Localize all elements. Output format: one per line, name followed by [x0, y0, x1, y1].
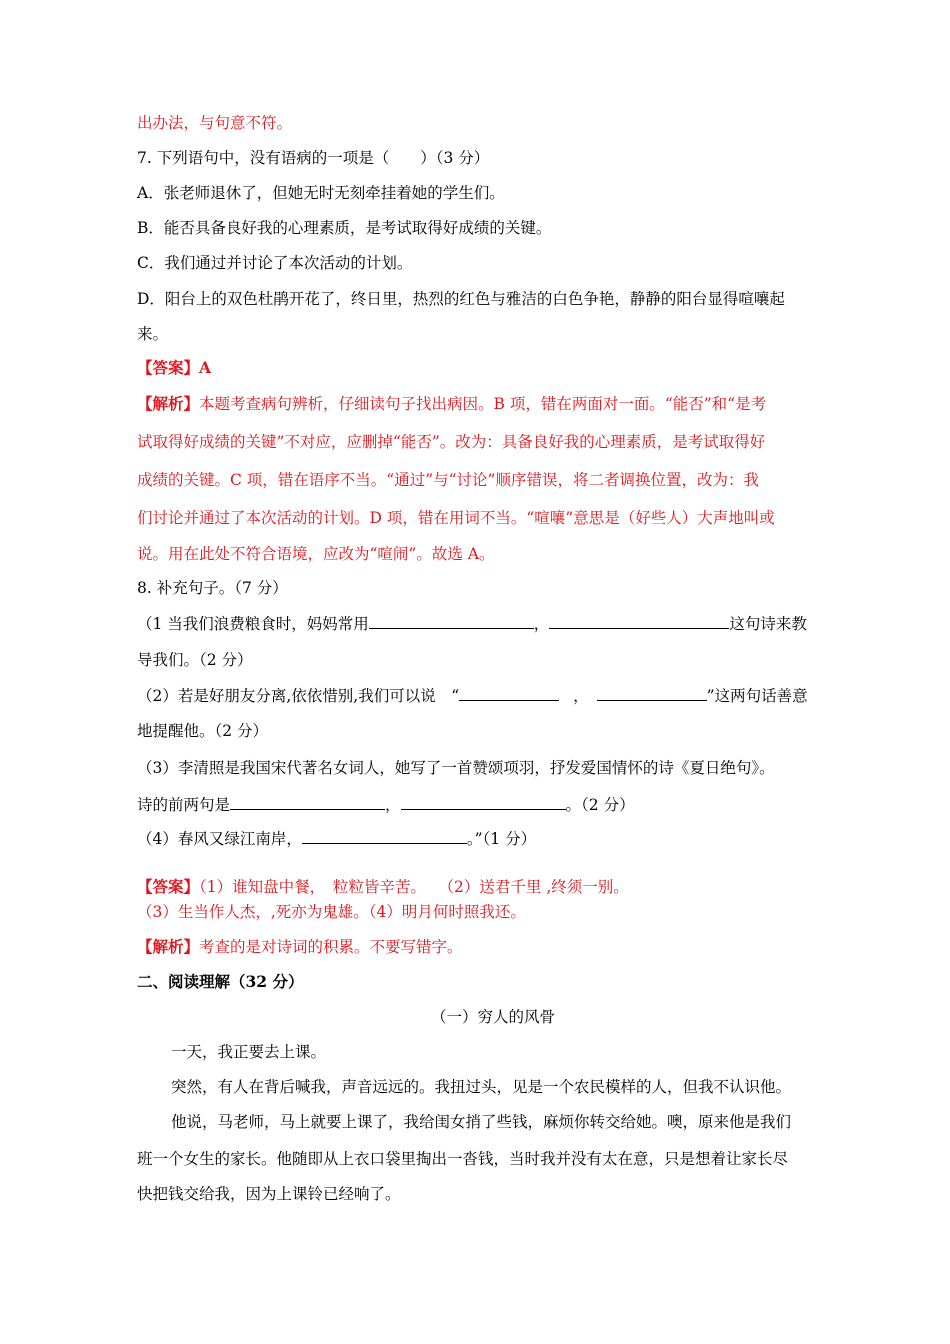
passage-paragraph-2: 突然，有人在背后喊我，声音远远的。我扭过头，见是一个农民模样的人，但我不认识他。: [171, 1078, 792, 1096]
q8-item4-text: （4）春风又绿江南岸，: [137, 830, 302, 848]
separator: ，: [573, 687, 589, 705]
q8-answer-line1: [137, 876, 629, 898]
blank-field[interactable]: [459, 684, 559, 701]
prev-explanation-tail: 出办法，与句意不符。: [137, 114, 293, 132]
q8-item2-line1: [137, 684, 808, 707]
passage-title: （一）穷人的风骨: [431, 1008, 556, 1026]
q8-item1-tail: 这句诗来教: [729, 615, 807, 633]
explanation-label: 【解析】: [137, 937, 200, 956]
blank-field[interactable]: [401, 793, 566, 810]
passage-paragraph-3-line2: 班一个女生的家长。他随即从上衣口袋里掏出一沓钱，当时我并没有太在意，只是想着让家长尽: [137, 1150, 789, 1168]
q8-item3-text: 诗的前两句是: [137, 796, 231, 814]
q8-explanation: [137, 936, 463, 958]
q8-item2-text: （2）若是好朋友分离,依依惜别,我们可以说 “: [137, 687, 460, 705]
answer-value: A: [199, 358, 212, 377]
answer-label: 【答案】: [137, 877, 200, 896]
q7-option-a: A．张老师退休了，但她无时无刻牵挂着她的学生们。: [137, 184, 505, 202]
q8-item1-line2: 导我们。（2 分）: [137, 651, 253, 669]
q8-item3-tail: 。（2 分）: [565, 796, 635, 814]
passage-paragraph-3-line1: 他说，马老师，马上就要上课了，我给闺女捎了些钱，麻烦你转交给她。噢，原来他是我们: [171, 1113, 792, 1131]
passage-paragraph-1: 一天，我正要去上课。: [171, 1043, 327, 1061]
section-heading-reading: 二、阅读理解（32 分）: [137, 972, 304, 991]
q7-option-c: C．我们通过并讨论了本次活动的计划。: [137, 254, 413, 272]
q8-item2-tail: ”这两句话善意: [706, 687, 808, 705]
blank-field[interactable]: [549, 612, 729, 629]
explanation-text: 本题考查病句辨析，仔细读句子找出病因。B 项，错在两面对一面。“能否”和“是考: [199, 395, 767, 413]
q8-item3-line2: [137, 793, 635, 816]
q8-item4-tail: 。”（1 分）: [466, 830, 537, 848]
separator: ，: [533, 615, 550, 633]
q7-answer: [137, 357, 211, 379]
q8-stem: 8. 补充句子。（7 分）: [137, 579, 288, 597]
q7-explanation-line5: 说。用在此处不符合语境，应改为“喧闹”。故选 A。: [137, 545, 495, 563]
q8-item4: [137, 827, 536, 850]
explanation-label: 【解析】: [137, 394, 200, 413]
q7-option-d-line2: 来。: [137, 325, 169, 343]
answer-label: 【答案】: [137, 358, 200, 377]
q7-explanation-line2: 试取得好成绩的关键”不对应，应删掉“能否”。改为：具备良好我的心理素质，是考试取得好: [137, 433, 766, 451]
q7-option-b: B．能否具备良好我的心理素质，是考试取得好成绩的关键。: [137, 219, 552, 237]
q7-option-d-line1: D．阳台上的双色杜鹃开花了，终日里，热烈的红色与雅洁的白色争艳，静静的阳台显得喧嚷起: [137, 290, 785, 308]
q7-explanation-line1: [137, 393, 766, 415]
separator: ，: [385, 796, 401, 814]
q8-item1-line1: [137, 612, 807, 635]
q8-item3-line1: （3）李清照是我国宋代著名女词人，她写了一首赞颂项羽，抒发爱国情怀的诗《夏日绝句》。: [137, 759, 775, 777]
passage-paragraph-3-line3: 快把钱交给我，因为上课铃已经响了。: [137, 1185, 401, 1203]
q7-explanation-line3: 成绩的关键。C 项，错在语序不当。“通过”与“讨论”顺序错误，将二者调换位置，改为：我: [137, 471, 759, 489]
q7-stem: 7. 下列语句中，没有语病的一项是（ ）（3 分）: [137, 149, 490, 167]
q8-answer-line2: （3）生当作人杰，,死亦为鬼雄。（4）明月何时照我还。: [137, 903, 526, 921]
blank-field[interactable]: [597, 684, 707, 701]
q8-item1-text: （1 当我们浪费粮食时，妈妈常用: [137, 615, 369, 633]
answer-text: （1）谁知盘中餐， 粒粒皆辛苦。 （2）送君千里 ,终须一别。: [199, 878, 629, 896]
explanation-text: 考查的是对诗词的积累。不要写错字。: [199, 938, 463, 956]
q7-explanation-line4: 们讨论并通过了本次活动的计划。D 项，错在用词不当。“喧嚷”意思是（好些人）大声地叫或: [137, 509, 775, 527]
blank-field[interactable]: [369, 612, 534, 629]
blank-field[interactable]: [302, 827, 467, 844]
blank-field[interactable]: [230, 793, 385, 810]
q8-item2-line2: 地提醒他。（2 分）: [137, 722, 269, 740]
